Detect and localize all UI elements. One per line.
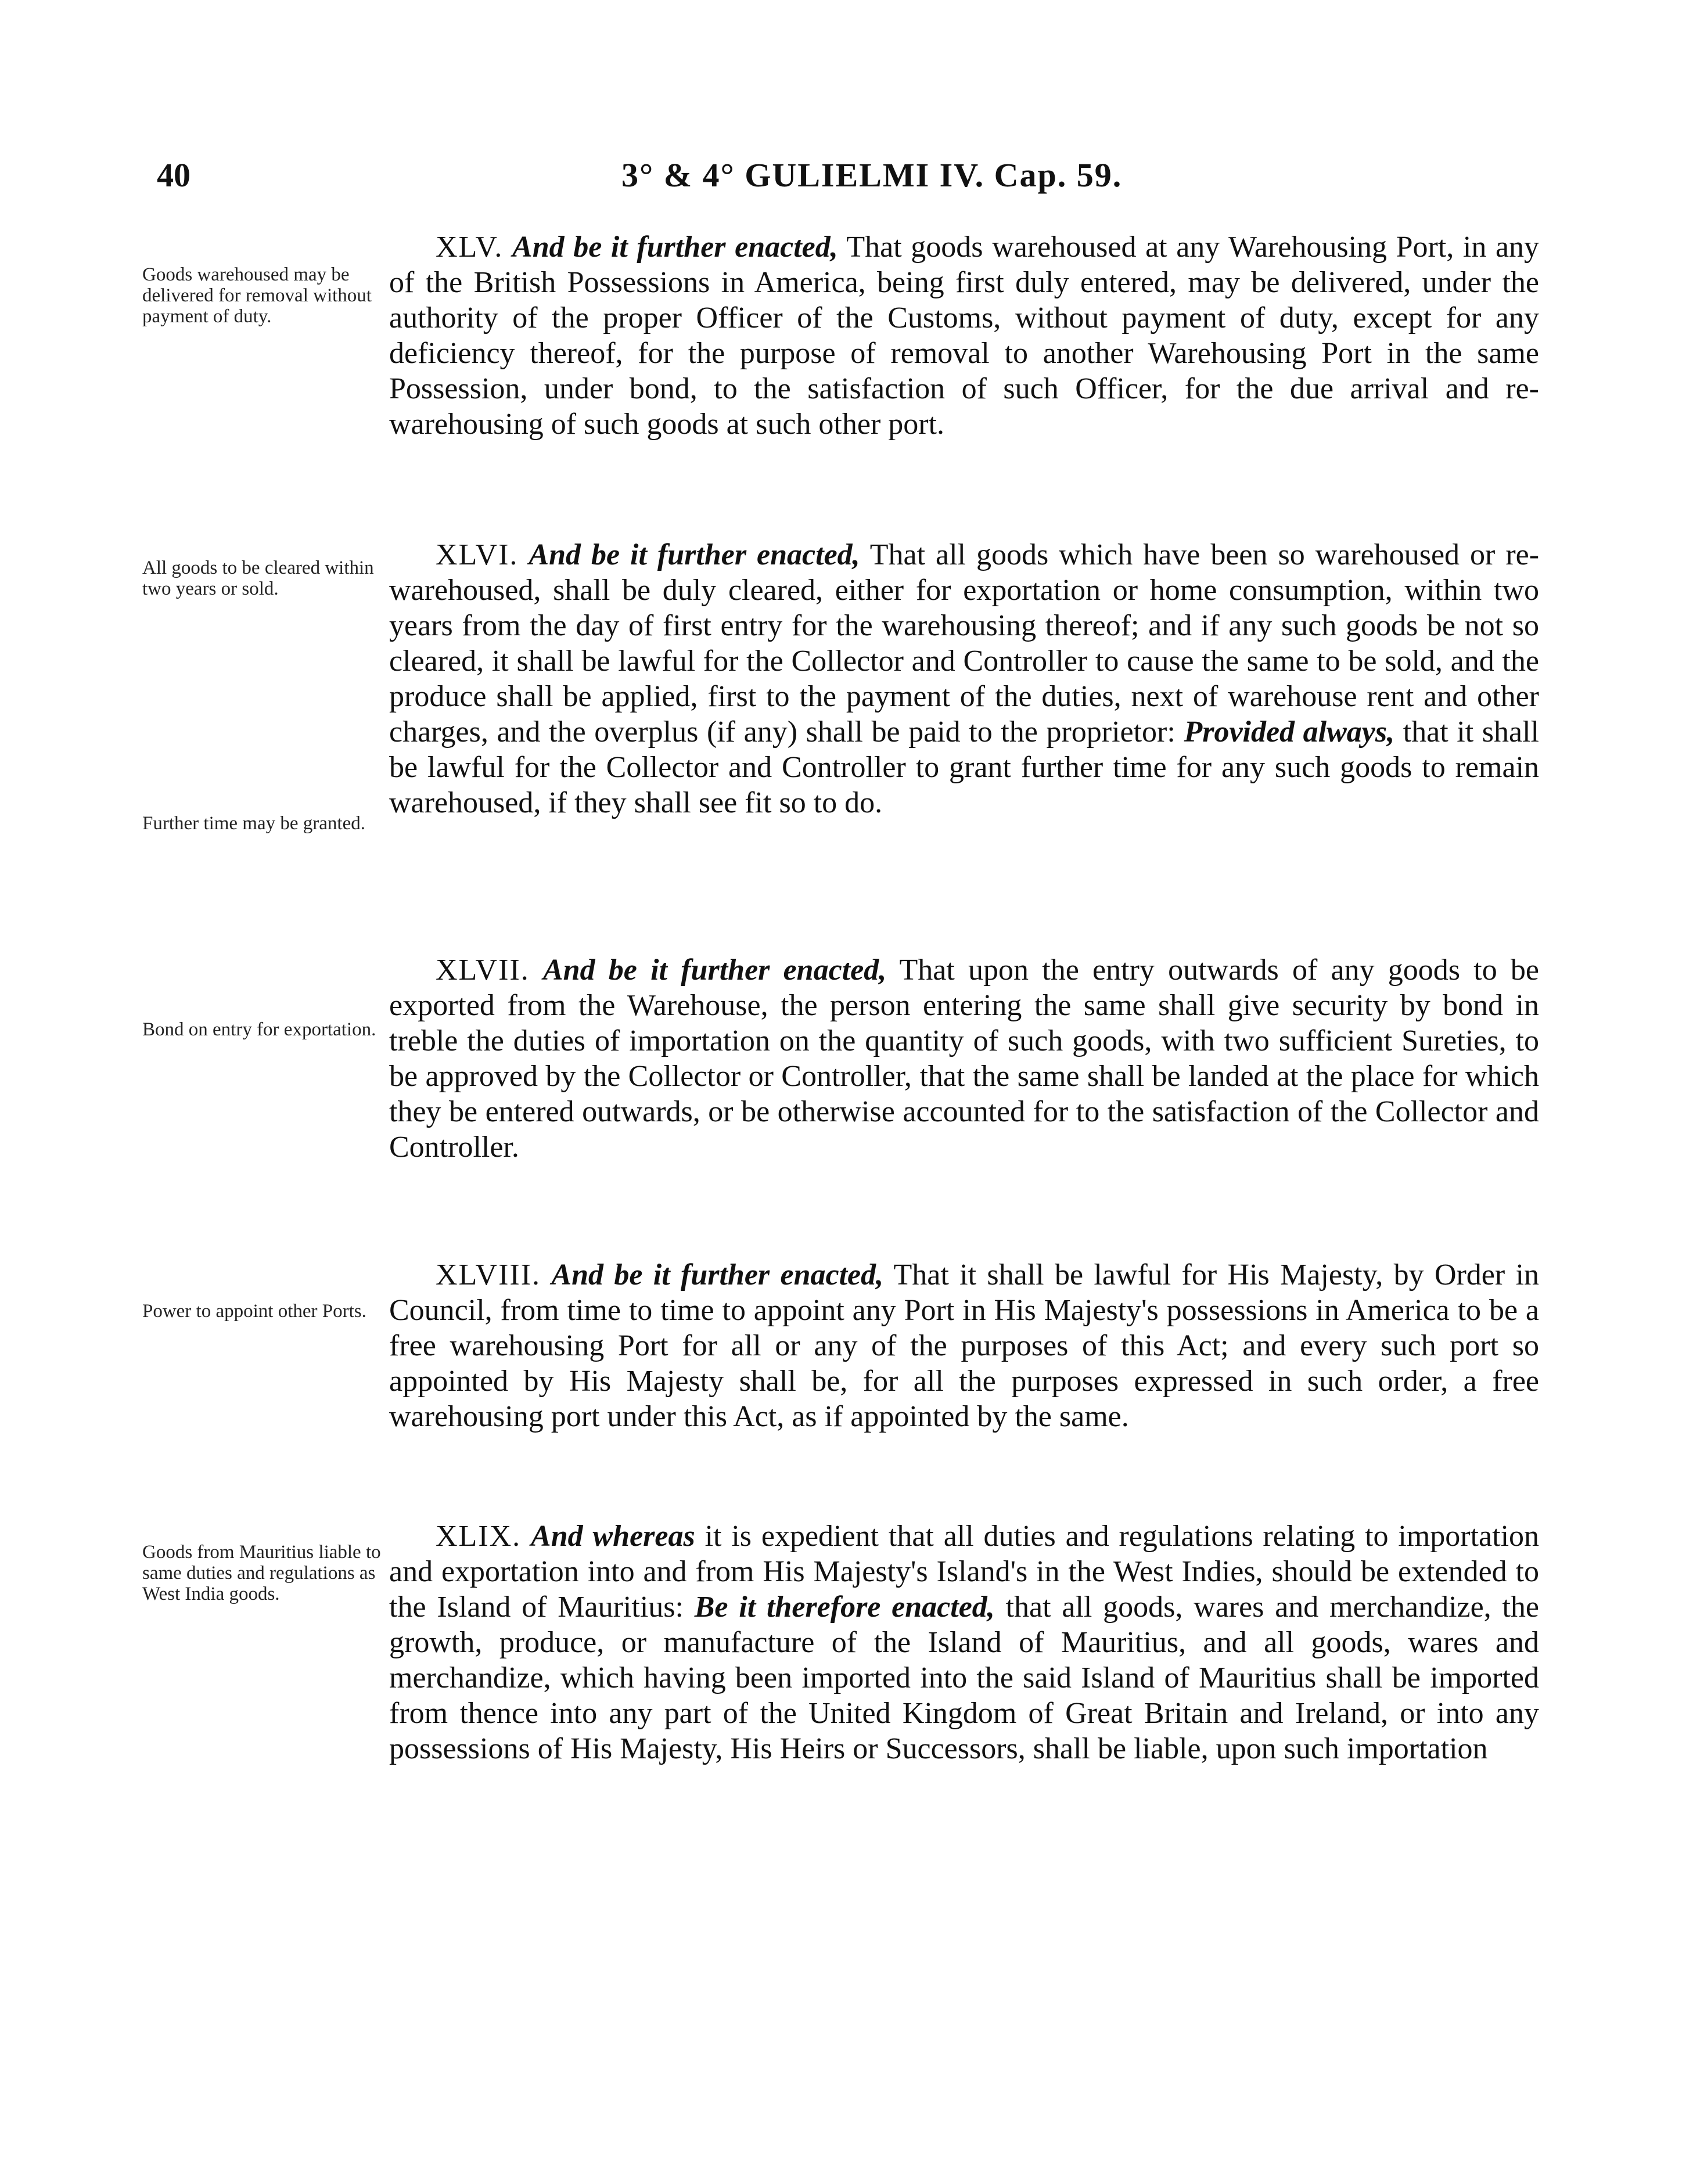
- section-number: XLVI.: [436, 538, 519, 571]
- sidenote-goods-warehoused: Goods warehoused may be delivered for removal without payment of duty.: [142, 264, 372, 327]
- section-body-a: That all goods which have been so warehoused or re-warehoused, shall be duly cleared, either for exportation or home consumption, within two years from the day of first entry for the warehousing thereof; and if any such goods be not so cleared, it shall be lawful for the Collector and Controller to cause the same to be sold, and the produce shall be applied, first to the payment of the duties, next of warehouse rent and other charges, and the overplus (if any) shall be paid to the proprietor:: [389, 538, 1540, 749]
- section-number: XLVIII.: [436, 1258, 541, 1291]
- sidenote-further-time: Further time may be granted.: [142, 813, 365, 834]
- section-number: XLIX.: [436, 1520, 522, 1553]
- sidenote-bond-entry: Bond on entry for exportation.: [142, 1019, 376, 1040]
- enacting-clause: Be it therefore enacted,: [694, 1591, 995, 1624]
- section-intro: And whereas: [531, 1520, 695, 1553]
- section-text-xlvii: [389, 952, 1539, 1165]
- section-intro: And be it further enacted,: [512, 231, 838, 264]
- sidenote-power-appoint: Power to appoint other Ports.: [142, 1301, 366, 1322]
- section-body: That it shall be lawful for His Majesty, by Order in Council, from time to time to appoint any Port in His Majesty's possessions in America to be a free warehousing Port for all or any of the purposes of this Act; and every such port so appointed by His Majesty shall be, for all the purposes expressed in such order, a free warehousing port under this Act, as if appointed by the same.: [389, 1258, 1539, 1433]
- proviso: Provided always,: [1184, 715, 1395, 749]
- section-body-b: that all goods, wares and merchandize, the growth, produce, or manufacture of the Island of Mauritius, and all goods, wares and merchandize, which having been imported into the said Island of Mauritius shall be imported from thence into any part of the United Kingdom of Great Britain and Ireland, or into any possessions of His Majesty, His Heirs or Successors, shall be liable, upon such importation: [389, 1591, 1540, 1765]
- section-body-b: that it shall be lawful for the Collector and Controller to grant further time for any such goods to remain warehoused, if they shall see fit so to do.: [389, 715, 1540, 819]
- section-text-xlviii: [389, 1257, 1539, 1434]
- header-title: 3° & 4° GULIELMI IV. Cap. 59.: [621, 156, 1123, 194]
- sidenote-mauritius: Goods from Mauritius liable to same duties and regulations as West India goods.: [142, 1542, 381, 1604]
- sidenote-goods-cleared: All goods to be cleared within two years or sold.: [142, 557, 374, 599]
- section-text-xlix: [389, 1519, 1539, 1766]
- section-body-a: it is expedient that all duties and regulations relating to importation and exportation into and from His Majesty's Island's in the West Indies, should be extended to the Island of Mauritius:: [389, 1520, 1540, 1624]
- section-text-xlvi: [389, 537, 1539, 821]
- section-text-xlv: [389, 229, 1539, 442]
- section-body: That goods warehoused at any Warehousing Port, in any of the British Possessions in America, being first duly entered, may be delivered, under the authority of the proper Officer of the Customs, without payment of duty, except for any deficiency thereof, for the purpose of removal to another Warehousing Port in the same Possession, under bond, to the satisfaction of such Officer, for the due arrival and re-warehousing of such goods at such other port.: [389, 231, 1540, 441]
- section-number: XLV.: [436, 231, 504, 264]
- section-body: That upon the entry outwards of any goods to be exported from the Warehouse, the person entering the same shall give security by bond in treble the duties of importation on the quantity of such goods, with two sufficient Sureties, to be approved by the Collector or Controller, that the same shall be landed at the place for which they be entered outwards, or be otherwise accounted for to the satisfaction of the Collector and Controller.: [389, 954, 1540, 1164]
- section-intro: And be it further enacted,: [551, 1258, 884, 1291]
- section-intro: And be it further enacted,: [542, 954, 887, 987]
- section-number: XLVII.: [436, 954, 530, 987]
- page-number: 40: [157, 156, 190, 194]
- running-head: [157, 156, 1551, 202]
- section-intro: And be it further enacted,: [529, 538, 860, 571]
